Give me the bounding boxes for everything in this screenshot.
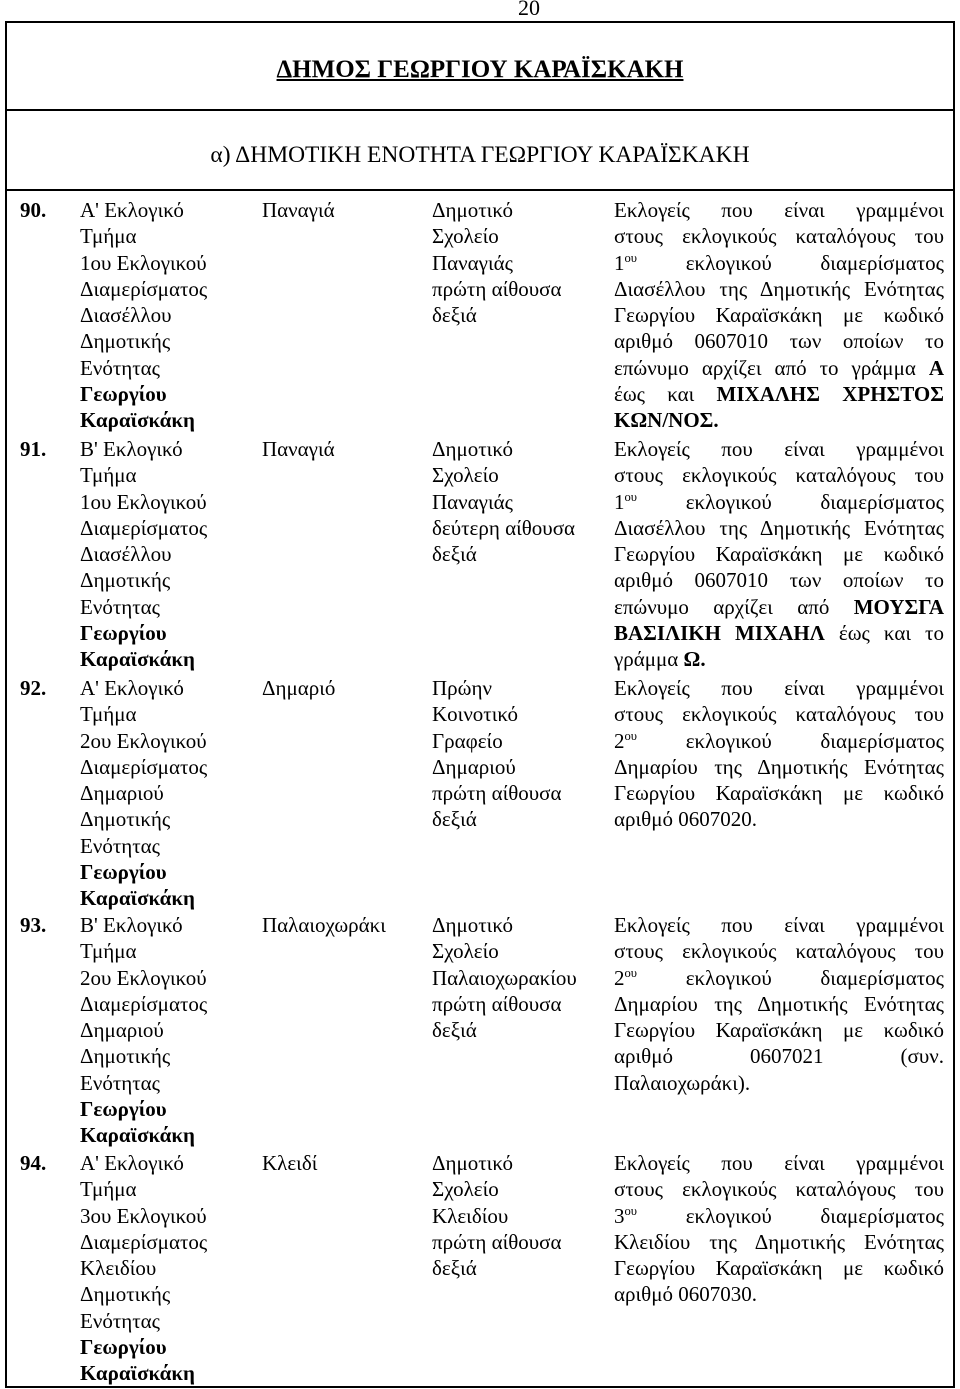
building-line: δεξιά <box>432 1018 477 1043</box>
description-text: εκλογικού διαμερίσματος <box>637 965 944 990</box>
description-line <box>614 701 944 727</box>
section-line: Ενότητας <box>80 833 161 858</box>
building-line: δεξιά <box>432 303 477 328</box>
electoral-section <box>80 197 207 434</box>
electoral-section <box>80 675 207 912</box>
section-line: Δημαριού <box>80 781 164 806</box>
municipal-unit-title: α) ΔΗΜΟΤΙΚΗ ΕΝΟΤΗΤΑ ΓΕΩΡΓΙΟΥ ΚΑΡΑΪΣΚΑΚΗ <box>210 142 750 168</box>
description-text: Δημαρίου της Δημοτικής Ενότητας <box>614 991 944 1016</box>
description-text: έως και <box>614 382 717 407</box>
description-text: Δημαρίου της Δημοτικής Ενότητας <box>614 754 944 779</box>
unit-name-line: Γεωργίου <box>80 1335 167 1360</box>
building-line: Κλειδίου <box>432 1203 509 1228</box>
description-text: αριθμό 0607021 (συν. <box>614 1044 944 1069</box>
bold-text: ΚΩΝ/ΝΟΣ. <box>614 408 719 433</box>
description-text: στους εκλογικούς καταλόγους του <box>614 1177 944 1202</box>
description-text: 3 <box>614 1203 625 1228</box>
description-line <box>614 407 944 433</box>
description-line <box>614 912 944 938</box>
ordinal-superscript: ου <box>624 729 638 744</box>
description-text: έως και το <box>824 621 944 646</box>
description-line <box>614 1150 944 1176</box>
building-line: Γραφείο <box>432 728 503 753</box>
description-text: 1 <box>614 250 625 275</box>
page-number: 20 <box>518 0 540 20</box>
building-line: Δημοτικό <box>432 1151 513 1175</box>
description-text: Παλαιοχωράκι). <box>614 1070 751 1095</box>
section-line: Τμήμα <box>80 1177 137 1202</box>
description-line <box>614 620 944 646</box>
section-line: Διαμερίσματος <box>80 991 208 1016</box>
description-text: αριθμό 0607010 των οποίων το <box>614 568 944 593</box>
description-text: αριθμό 0607010 των οποίων το <box>614 329 944 354</box>
description-text: εκλογικού διαμερίσματος <box>637 1203 944 1228</box>
description-line <box>614 250 944 276</box>
section-line: Β' Εκλογικό <box>80 913 183 937</box>
polling-station-row <box>0 912 960 1149</box>
section-line: Κλειδίου <box>80 1256 157 1281</box>
municipality-title: ΔΗΜΟΣ ΓΕΩΡΓΙΟΥ ΚΑΡΑΪΣΚΑΚΗ <box>276 56 684 83</box>
location-name: Κλειδί <box>262 1151 318 1175</box>
description-text: 2 <box>614 728 625 753</box>
building-line: Δημοτικό <box>432 913 513 937</box>
description-line <box>614 276 944 302</box>
section-line: Ενότητας <box>80 355 161 380</box>
building-line: Παλαιοχωρακίου <box>432 965 577 990</box>
description-line <box>614 328 944 354</box>
unit-name-line: Καραϊσκάκη <box>80 408 195 433</box>
description-text: 1 <box>614 489 625 514</box>
unit-name-line: Γεωργίου <box>80 1097 167 1122</box>
location-name: Παλαιοχωράκι <box>262 913 386 937</box>
building-line: δεξιά <box>432 807 477 832</box>
section-line: 1ου Εκλογικού <box>80 250 207 275</box>
building-line: Σχολείο <box>432 224 499 249</box>
voters-description <box>614 436 944 673</box>
row-number: 94. <box>20 1151 47 1175</box>
building-line: πρώτη αίθουσα <box>432 991 562 1016</box>
description-line <box>614 1176 944 1202</box>
description-line <box>614 462 944 488</box>
description-line <box>614 675 944 701</box>
polling-building <box>432 912 577 1043</box>
polling-building <box>432 1150 562 1281</box>
bold-text: Α <box>928 355 944 380</box>
unit-name-line: Καραϊσκάκη <box>80 1361 195 1386</box>
description-line <box>614 991 944 1017</box>
description-text: στους εκλογικούς καταλόγους του <box>614 463 944 488</box>
description-text: Κλειδίου της Δημοτικής Ενότητας <box>614 1229 944 1254</box>
section-line: Δημοτικής <box>80 329 171 354</box>
building-line: Σχολείο <box>432 463 499 488</box>
description-text: στους εκλογικούς καταλόγους του <box>614 224 944 249</box>
description-line <box>614 1070 944 1096</box>
description-line <box>614 515 944 541</box>
building-line: Δημοτικό <box>432 198 513 222</box>
unit-name-line: Καραϊσκάκη <box>80 1123 195 1148</box>
ordinal-superscript: ου <box>624 1204 638 1219</box>
bold-text: ΒΑΣΙΛΙΚΗ ΜΙΧΑΗΛ <box>614 621 825 646</box>
polling-station-row <box>0 1150 960 1387</box>
description-text: αριθμό 0607020. <box>614 807 757 832</box>
section-line: 3ου Εκλογικού <box>80 1203 207 1228</box>
section-line: 2ου Εκλογικού <box>80 965 207 990</box>
description-line <box>614 646 944 672</box>
building-line: Σχολείο <box>432 939 499 964</box>
description-line <box>614 541 944 567</box>
building-line: δεξιά <box>432 1256 477 1281</box>
header-divider-line <box>5 109 955 111</box>
ordinal-superscript: ου <box>624 490 638 505</box>
description-text: Εκλογείς που είναι γραμμένοι <box>614 1151 944 1175</box>
polling-building <box>432 436 575 567</box>
bold-text: ΜΙΧΑΛΗΣ ΧΡΗΣΤΟΣ <box>716 382 944 407</box>
building-line: Δημαριού <box>432 754 516 779</box>
polling-station-row <box>0 436 960 673</box>
section-line: Β' Εκλογικό <box>80 437 183 461</box>
polling-building <box>432 197 562 328</box>
ordinal-superscript: ου <box>624 966 638 981</box>
electoral-section <box>80 1150 207 1387</box>
description-text: στους εκλογικούς καταλόγους του <box>614 939 944 964</box>
row-number: 92. <box>20 676 47 700</box>
description-text: Εκλογείς που είναι γραμμένοι <box>614 437 944 461</box>
description-text: Εκλογείς που είναι γραμμένοι <box>614 913 944 937</box>
section-line: Δημοτικής <box>80 807 171 832</box>
description-line <box>614 489 944 515</box>
description-line <box>614 436 944 462</box>
bold-text: Ω. <box>683 647 706 672</box>
section-line: Διασέλλου <box>80 303 172 328</box>
description-line <box>614 355 944 381</box>
description-text: αριθμό 0607030. <box>614 1282 757 1307</box>
section-line: Α' Εκλογικό <box>80 676 184 700</box>
description-text: Εκλογείς που είναι γραμμένοι <box>614 198 944 222</box>
section-line: Τμήμα <box>80 224 137 249</box>
description-line <box>614 381 944 407</box>
voters-description <box>614 1150 944 1308</box>
building-line: δεξιά <box>432 542 477 567</box>
section-line: Ενότητας <box>80 1070 161 1095</box>
description-line <box>614 1043 944 1069</box>
description-text: Γεωργίου Καραϊσκάκη με κωδικό <box>614 1018 944 1043</box>
unit-name-line: Καραϊσκάκη <box>80 647 195 672</box>
description-line <box>614 1255 944 1281</box>
location-name: Δημαριό <box>262 676 336 700</box>
description-line <box>614 728 944 754</box>
description-line <box>614 197 944 223</box>
description-text: επώνυμο αρχίζει από <box>614 594 854 619</box>
description-text: εκλογικού διαμερίσματος <box>637 489 944 514</box>
description-line <box>614 754 944 780</box>
description-line <box>614 1281 944 1307</box>
row-number: 90. <box>20 198 47 222</box>
section-line: Τμήμα <box>80 702 137 727</box>
description-line <box>614 567 944 593</box>
section-line: 2ου Εκλογικού <box>80 728 207 753</box>
polling-building <box>432 675 562 833</box>
description-line <box>614 938 944 964</box>
description-line <box>614 965 944 991</box>
unit-name-line: Γεωργίου <box>80 621 167 646</box>
section-line: Διαμερίσματος <box>80 276 208 301</box>
section-line: 1ου Εκλογικού <box>80 489 207 514</box>
voters-description <box>614 912 944 1096</box>
description-text: στους εκλογικούς καταλόγους του <box>614 702 944 727</box>
polling-station-row <box>0 197 960 434</box>
voters-description <box>614 197 944 434</box>
description-text: επώνυμο αρχίζει από το γράμμα <box>614 355 929 380</box>
building-line: πρώτη αίθουσα <box>432 1229 562 1254</box>
section-line: Διαμερίσματος <box>80 1229 208 1254</box>
section-line: Δημοτικής <box>80 568 171 593</box>
section-line: Δημαριού <box>80 1018 164 1043</box>
section-line: Ενότητας <box>80 594 161 619</box>
description-text: γράμμα <box>614 647 684 672</box>
description-text: Διασέλλου της Δημοτικής Ενότητας <box>614 515 944 540</box>
section-line: Διασέλλου <box>80 542 172 567</box>
bold-text: ΜΟΥΣΓΑ <box>853 594 944 619</box>
building-line: Παναγιάς <box>432 489 513 514</box>
building-line: πρώτη αίθουσα <box>432 781 562 806</box>
description-text: εκλογικού διαμερίσματος <box>637 250 944 275</box>
ordinal-superscript: ου <box>624 251 638 266</box>
description-text: Γεωργίου Καραϊσκάκη με κωδικό <box>614 1256 944 1281</box>
building-line: δεύτερη αίθουσα <box>432 515 576 540</box>
row-number: 93. <box>20 913 47 937</box>
section-line: Α' Εκλογικό <box>80 198 184 222</box>
unit-name-line: Καραϊσκάκη <box>80 886 195 911</box>
description-text: Γεωργίου Καραϊσκάκη με κωδικό <box>614 781 944 806</box>
section-line: Διαμερίσματος <box>80 754 208 779</box>
section-line: Διαμερίσματος <box>80 515 208 540</box>
voters-description <box>614 675 944 833</box>
location-name: Παναγιά <box>262 437 335 461</box>
header-divider-line <box>5 189 955 191</box>
building-line: Δημοτικό <box>432 437 513 461</box>
description-line <box>614 594 944 620</box>
description-line <box>614 780 944 806</box>
section-line: Ενότητας <box>80 1308 161 1333</box>
location-name: Παναγιά <box>262 198 335 222</box>
description-line <box>614 223 944 249</box>
row-number: 91. <box>20 437 47 461</box>
section-line: Δημοτικής <box>80 1282 171 1307</box>
description-text: Διασέλλου της Δημοτικής Ενότητας <box>614 276 944 301</box>
description-text: 2 <box>614 965 625 990</box>
building-line: Παναγιάς <box>432 250 513 275</box>
description-line <box>614 1017 944 1043</box>
building-line: πρώτη αίθουσα <box>432 276 562 301</box>
section-line: Τμήμα <box>80 939 137 964</box>
electoral-section <box>80 436 207 673</box>
polling-station-row <box>0 675 960 912</box>
section-line: Δημοτικής <box>80 1044 171 1069</box>
building-line: Σχολείο <box>432 1177 499 1202</box>
section-line: Α' Εκλογικό <box>80 1151 184 1175</box>
description-text: Γεωργίου Καραϊσκάκη με κωδικό <box>614 542 944 567</box>
description-line <box>614 1229 944 1255</box>
section-line: Τμήμα <box>80 463 137 488</box>
unit-name-line: Γεωργίου <box>80 860 167 885</box>
unit-name-line: Γεωργίου <box>80 382 167 407</box>
description-line <box>614 806 944 832</box>
description-line <box>614 1203 944 1229</box>
building-line: Πρώην <box>432 676 492 700</box>
description-text: Γεωργίου Καραϊσκάκη με κωδικό <box>614 303 944 328</box>
description-text: Εκλογείς που είναι γραμμένοι <box>614 676 944 700</box>
description-text: εκλογικού διαμερίσματος <box>637 728 944 753</box>
building-line: Κοινοτικό <box>432 702 519 727</box>
description-line <box>614 302 944 328</box>
electoral-section <box>80 912 207 1149</box>
